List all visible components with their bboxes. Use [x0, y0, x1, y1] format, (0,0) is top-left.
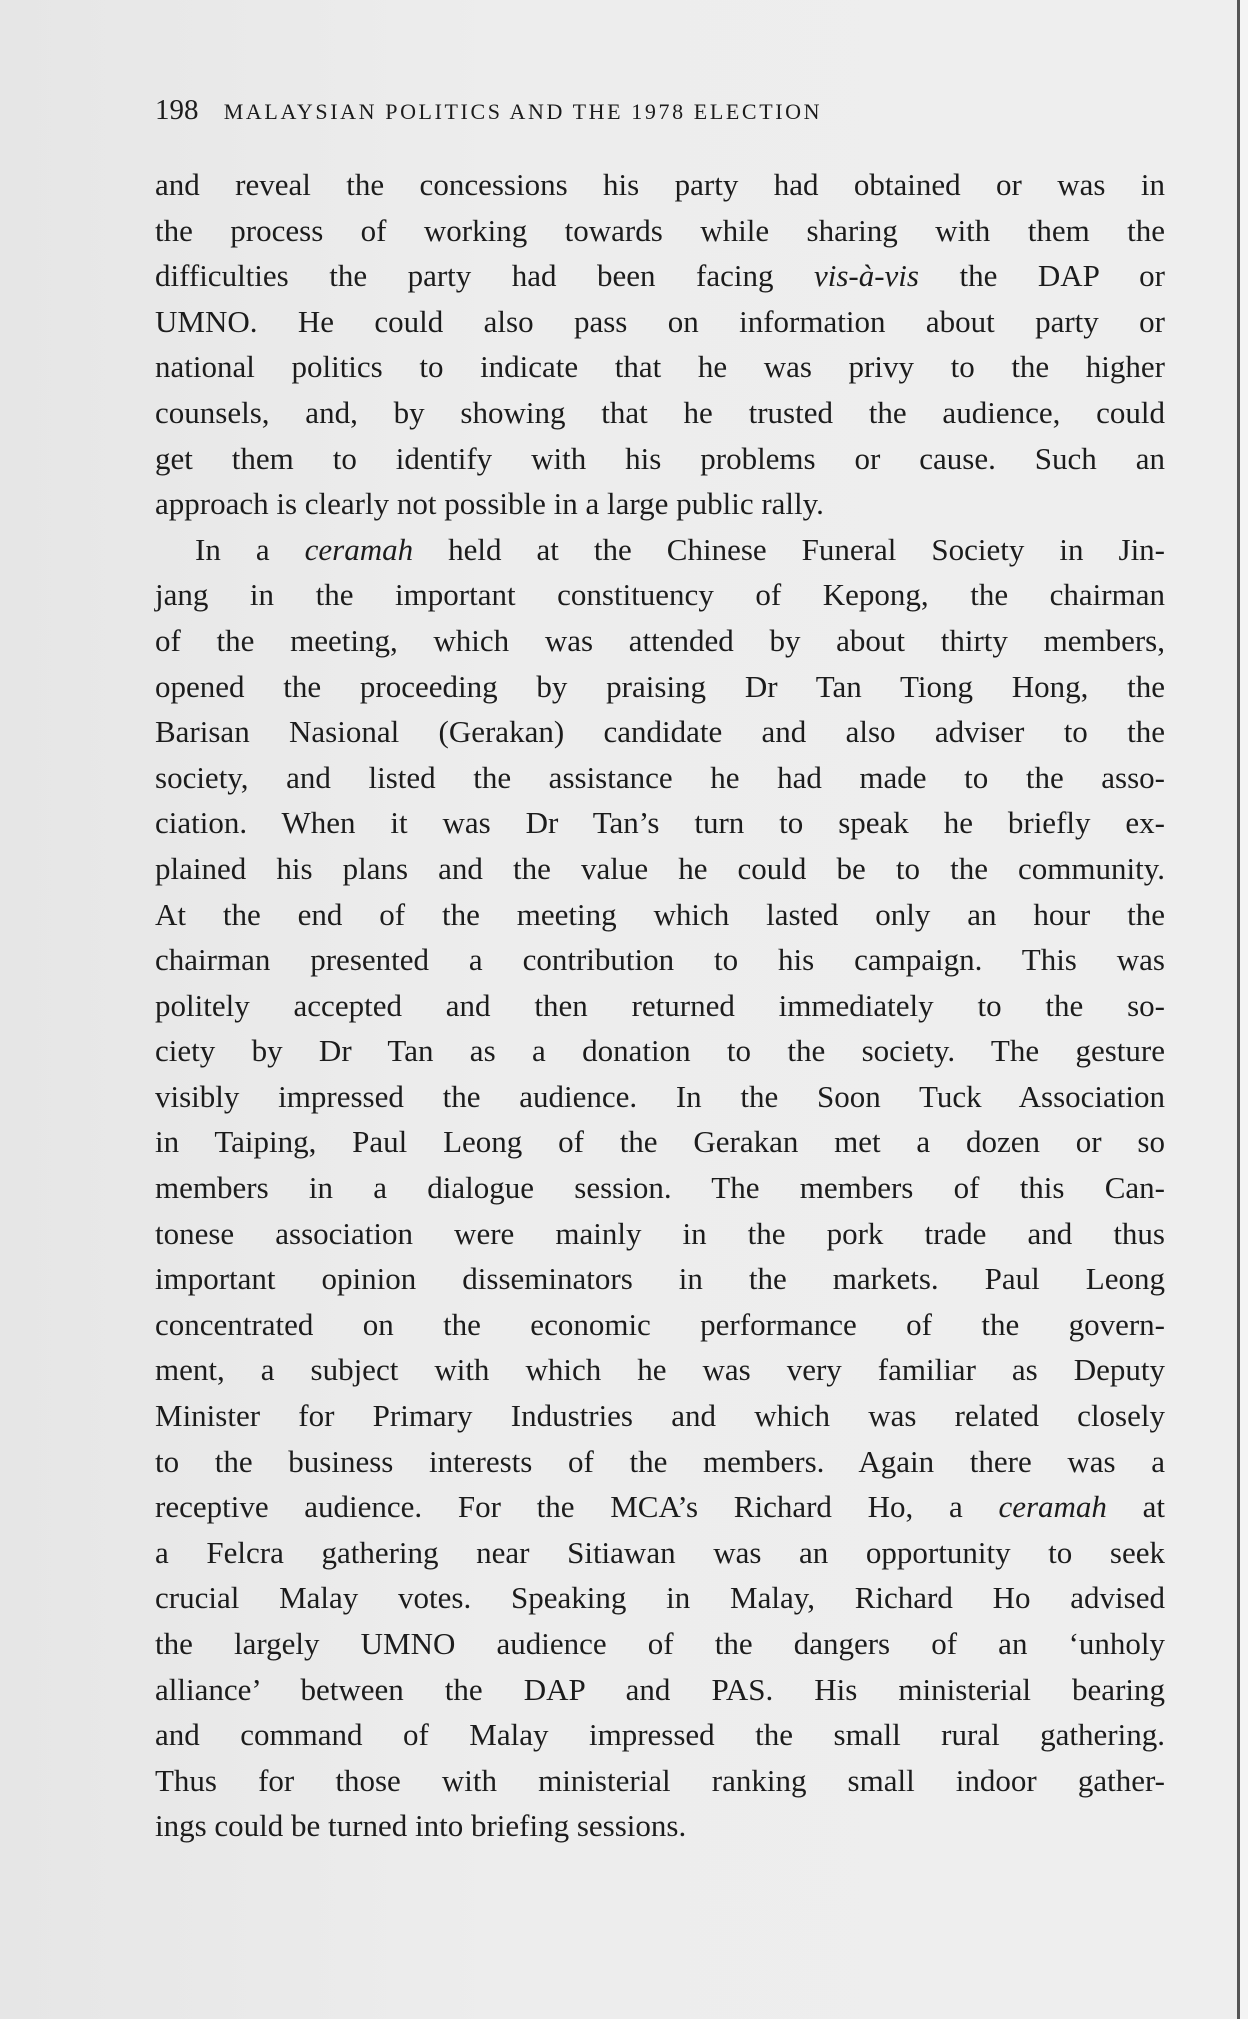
- italic-text: ceramah: [304, 531, 414, 567]
- text-line: [155, 664, 1165, 710]
- text-line: [155, 1256, 1165, 1302]
- text-run: jang in the important constituency of Kepong, the chairman: [155, 577, 1165, 613]
- text-line: [155, 755, 1165, 801]
- text-line: [155, 1119, 1165, 1165]
- running-header: [155, 94, 1165, 127]
- text-line: [155, 618, 1165, 664]
- text-line: [155, 1393, 1165, 1439]
- text-run: ings could be turned into briefing sessions.: [155, 1808, 687, 1844]
- text-run: a Felcra gathering near Sitiawan was an opportunity to seek: [155, 1534, 1165, 1570]
- text-line: [155, 1211, 1165, 1257]
- text-line: [155, 436, 1165, 482]
- text-line: [155, 846, 1165, 892]
- text-run: get them to identify with his problems or cause. Such an: [155, 440, 1165, 476]
- text-line: [155, 299, 1165, 345]
- text-line: [155, 208, 1165, 254]
- text-line: [155, 1803, 1165, 1849]
- text-line: [155, 1667, 1165, 1713]
- text-run: ciety by Dr Tan as a donation to the society. The gesture: [155, 1033, 1165, 1069]
- text-line: [155, 983, 1165, 1029]
- text-run: Minister for Primary Industries and which was related closely: [155, 1398, 1165, 1434]
- text-line: [155, 162, 1165, 208]
- text-run: counsels, and, by showing that he trusted the audience, could: [155, 394, 1165, 430]
- text-run: difficulties the party had been facing: [155, 258, 814, 294]
- text-run: the DAP or: [918, 258, 1165, 294]
- text-line: [155, 892, 1165, 938]
- body-text: [155, 162, 1165, 1849]
- text-run: to the business interests of the members. Again there was a: [155, 1443, 1165, 1479]
- text-line: [155, 1484, 1165, 1530]
- text-line: [155, 390, 1165, 436]
- text-line: [155, 937, 1165, 983]
- text-run: and command of Malay impressed the small rural gathering.: [155, 1717, 1165, 1753]
- text-run: at: [1106, 1489, 1165, 1525]
- text-run: concentrated on the economic performance of the govern-: [155, 1306, 1165, 1342]
- text-line: [155, 800, 1165, 846]
- text-run: tonese association were mainly in the pork trade and thus: [155, 1215, 1165, 1251]
- text-run: In a: [195, 531, 305, 567]
- text-line: [155, 253, 1165, 299]
- text-line: [155, 1347, 1165, 1393]
- text-run: alliance’ between the DAP and PAS. His ministerial bearing: [155, 1671, 1165, 1707]
- text-line: [155, 1575, 1165, 1621]
- text-run: and reveal the concessions his party had obtained or was in: [155, 167, 1165, 202]
- text-run: approach is clearly not possible in a large public rally.: [155, 486, 824, 522]
- text-line: [155, 1712, 1165, 1758]
- page-number: 198: [155, 94, 199, 126]
- text-run: important opinion disseminators in the markets. Paul Leong: [155, 1261, 1165, 1297]
- text-line: [155, 709, 1165, 755]
- text-run: ment, a subject with which he was very familiar as Deputy: [155, 1352, 1165, 1388]
- italic-text: vis-à-vis: [813, 258, 919, 294]
- text-run: members in a dialogue session. The members of this Can-: [155, 1170, 1165, 1206]
- running-title: MALAYSIAN POLITICS AND THE 1978 ELECTION: [223, 99, 823, 124]
- text-line: [155, 572, 1165, 618]
- text-run: in Taiping, Paul Leong of the Gerakan met a dozen or so: [155, 1124, 1165, 1160]
- text-run: of the meeting, which was attended by about thirty members,: [155, 622, 1165, 658]
- text-run: receptive audience. For the MCA’s Richard Ho, a: [155, 1489, 999, 1525]
- scan-margin: [1240, 0, 1248, 2019]
- text-line: [155, 1758, 1165, 1804]
- text-line: [155, 527, 1165, 573]
- text-line: [155, 1074, 1165, 1120]
- text-line: [155, 1530, 1165, 1576]
- text-line: [155, 1439, 1165, 1485]
- text-line: [155, 481, 1165, 527]
- text-run: At the end of the meeting which lasted only an hour the: [155, 896, 1165, 932]
- text-run: opened the proceeding by praising Dr Tan Tiong Hong, the: [155, 668, 1165, 704]
- text-run: chairman presented a contribution to his campaign. This was: [155, 942, 1165, 978]
- text-run: Thus for those with ministerial ranking small indoor gather-: [155, 1762, 1165, 1798]
- text-run: the process of working towards while sharing with them the: [155, 212, 1165, 248]
- text-run: national politics to indicate that he was privy to the higher: [155, 349, 1165, 385]
- text-run: crucial Malay votes. Speaking in Malay, Richard Ho advised: [155, 1580, 1165, 1616]
- text-line: [155, 1028, 1165, 1074]
- text-line: [155, 1165, 1165, 1211]
- text-run: ciation. When it was Dr Tan’s turn to speak he briefly ex-: [155, 805, 1165, 841]
- text-line: [155, 344, 1165, 390]
- text-run: the largely UMNO audience of the dangers of an ‘unholy: [155, 1626, 1165, 1661]
- text-run: UMNO. He could also pass on information about party or: [155, 303, 1165, 339]
- text-run: politely accepted and then returned immediately to the so-: [155, 987, 1165, 1023]
- italic-text: ceramah: [998, 1489, 1107, 1525]
- text-line: [155, 1621, 1165, 1667]
- text-run: held at the Chinese Funeral Society in Jin-: [413, 531, 1166, 567]
- text-run: plained his plans and the value he could be to the community.: [155, 850, 1165, 886]
- text-run: society, and listed the assistance he had made to the asso-: [155, 759, 1165, 795]
- text-run: Barisan Nasional (Gerakan) candidate and also adviser to the: [155, 714, 1165, 750]
- text-line: [155, 1302, 1165, 1348]
- text-run: visibly impressed the audience. In the Soon Tuck Association: [155, 1078, 1165, 1114]
